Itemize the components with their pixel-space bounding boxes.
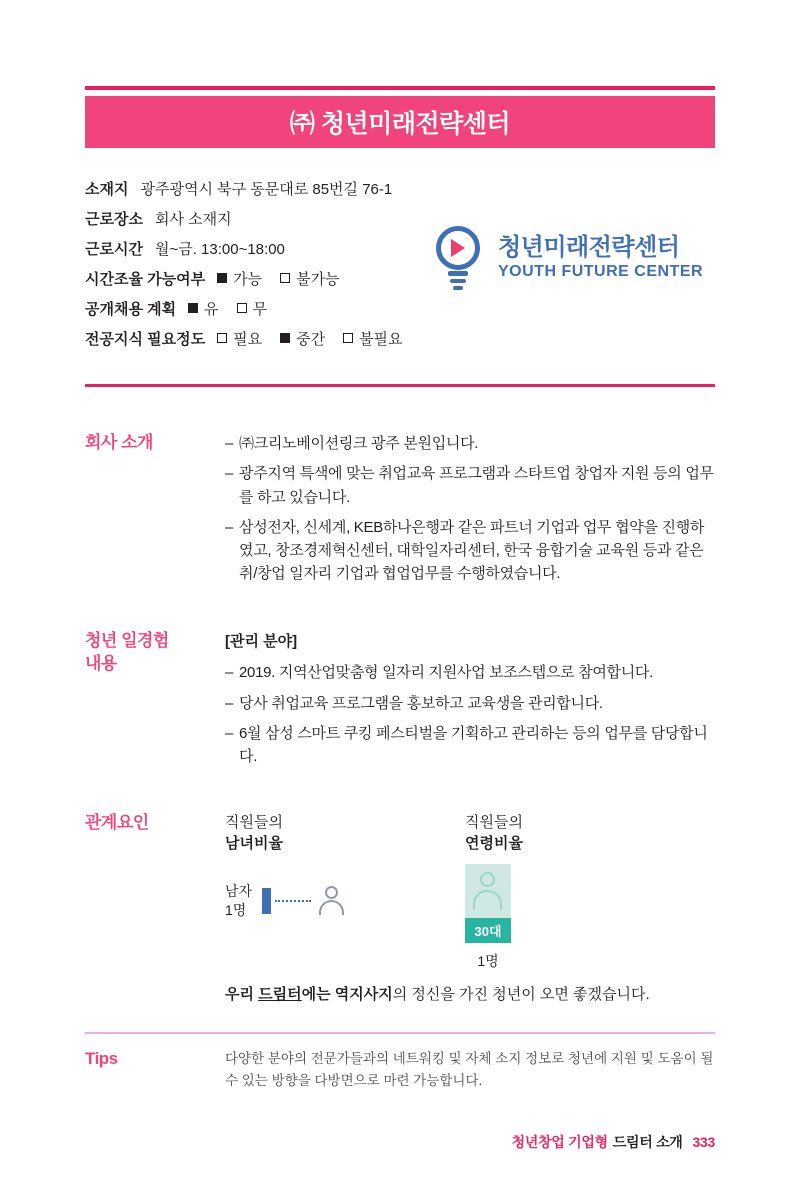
list-item	[225, 722, 715, 769]
section-title-experience	[85, 630, 205, 676]
bulb-base-icon	[448, 271, 468, 276]
info-label-major-need: 전공지식 필요정도	[85, 331, 206, 348]
info-row	[85, 178, 515, 199]
section-body-company	[225, 432, 715, 586]
checkbox-icon	[217, 333, 227, 343]
checkbox-public-hiring-yes[interactable]	[188, 298, 219, 319]
age-count: 1명	[477, 953, 499, 969]
wish-statement	[225, 983, 715, 1004]
checkbox-major-need-not-required[interactable]	[343, 328, 402, 349]
age-caption-line2: 연령비율	[465, 835, 523, 852]
dotted-connector	[275, 900, 311, 902]
checkbox-label: 불가능	[296, 271, 340, 288]
gender-ratio-block	[225, 812, 347, 920]
checkbox-label: 무	[252, 301, 268, 318]
info-value-hours: 월~금. 13:00~18:00	[154, 241, 285, 258]
checkbox-public-hiring-no[interactable]	[237, 298, 268, 319]
section-body-tips: 다양한 분야의 전문가들과의 네트워킹 및 자체 소지 정보로 청년에 지원 및 도움이 될 수 있는 방향을 다방면으로 마련 가능합니다.	[225, 1051, 714, 1088]
list-item	[225, 432, 715, 455]
checkbox-major-need-medium[interactable]	[280, 328, 325, 349]
footer-brand: 청년창업 기업형	[511, 1134, 608, 1150]
list-item-text: 당사 취업교육 프로그램을 홍보하고 교육생을 관리합니다.	[239, 694, 603, 712]
checkbox-label: 가능	[233, 271, 263, 288]
section-divider-rule	[85, 384, 715, 387]
section-youth-experience	[85, 630, 715, 775]
logo-korean-name: 청년미래전략센터	[498, 234, 680, 262]
list-item-text: 삼성전자, 신세계, KEB하나은행과 같은 파트너 기업과 업무 협약을 진행하였고, 창조경제혁신센터, 대학일자리센터, 한국 융합기술 교육원 등과 같은 취/창업 일자리 기업과 협업업무를 수행하였습니다.	[239, 518, 705, 583]
bullet-dash-icon: –	[225, 724, 234, 742]
list-item-text: 6월 삼성 스마트 쿠킹 페스티벌을 기획하고 관리하는 등의 업무를 담당합니다.	[239, 724, 708, 765]
bullet-dash-icon: –	[225, 518, 234, 536]
info-label-hours: 근로시간	[85, 241, 143, 258]
lightbulb-play-icon	[430, 226, 488, 292]
list-item	[225, 462, 715, 509]
checkbox-label: 유	[204, 301, 219, 318]
wish-prefix: 우리	[225, 986, 259, 1003]
wish-underlined: 드림터	[258, 986, 302, 1003]
page-footer	[512, 1132, 715, 1152]
info-row-public-hiring	[85, 298, 515, 319]
info-label-location: 소재지	[85, 181, 129, 198]
section-title-people: 관계요인	[85, 813, 149, 832]
section-tips	[85, 1048, 715, 1091]
gender-caption	[225, 812, 347, 854]
section-people-factors	[85, 812, 715, 1004]
bulb-base-icon	[453, 286, 463, 290]
checkbox-icon	[280, 273, 290, 283]
company-title: ㈜ 청년미래전략센터	[289, 110, 511, 138]
people-stats	[225, 812, 715, 977]
age-person-icon	[465, 864, 511, 918]
person-head-icon	[325, 886, 338, 899]
age-ratio-block	[465, 812, 523, 971]
checkbox-icon	[343, 333, 353, 343]
bullet-dash-icon: –	[225, 465, 234, 483]
list-item	[225, 692, 715, 715]
info-label-public-hiring: 공개채용 계획	[85, 301, 177, 318]
gender-caption-line1: 직원들의	[225, 814, 283, 831]
checkbox-icon	[217, 273, 227, 283]
bullet-dash-icon: –	[225, 435, 234, 452]
company-logo	[430, 226, 703, 292]
gender-caption-line2: 남녀비율	[225, 835, 283, 852]
list-item-text: ㈜크리노베이션링크 광주 본원입니다.	[239, 435, 479, 452]
person-body-icon	[319, 900, 344, 915]
company-title-bar	[85, 96, 715, 148]
info-label-time-adjust: 시간조율 가능여부	[85, 271, 206, 288]
checkbox-label: 필요	[233, 331, 263, 348]
bulb-base-icon	[450, 279, 466, 283]
section-title-line2: 내용	[85, 653, 117, 673]
checkbox-label: 불필요	[359, 331, 403, 348]
info-label-workplace: 근로장소	[85, 211, 143, 228]
gender-male-label	[225, 882, 252, 920]
section-title-company: 회사 소개	[85, 433, 153, 452]
play-triangle-icon	[451, 239, 465, 257]
tips-divider-rule	[85, 1032, 715, 1034]
gender-male-count: 1명	[225, 901, 247, 918]
checkbox-icon	[280, 333, 290, 343]
checkbox-label: 중간	[296, 331, 326, 348]
logo-english-name: YOUTH FUTURE CENTER	[498, 262, 704, 280]
wish-suffix: 의 정신을 가진 청년이 오면 좋겠습니다.	[392, 986, 650, 1003]
experience-subheading: [관리 분야]	[225, 633, 298, 650]
person-body-icon	[473, 890, 502, 910]
wish-middle: 에는	[301, 986, 335, 1003]
info-value-location: 광주광역시 북구 동문대로 85번길 76-1	[140, 181, 393, 198]
section-body-experience	[225, 630, 715, 768]
age-caption-line1: 직원들의	[465, 814, 523, 831]
age-badge: 30대	[465, 918, 511, 943]
header-top-rule	[85, 86, 715, 90]
section-title-line1: 청년 일경험	[85, 631, 169, 650]
list-item-text: 2019. 지역산업맞춤형 일자리 지원사업 보조스텝으로 참여합니다.	[239, 664, 653, 682]
age-chart	[465, 864, 511, 971]
gender-male-text: 남자	[225, 883, 253, 899]
logo-text	[498, 235, 703, 282]
page-number: 333	[692, 1134, 715, 1150]
gender-chart	[225, 882, 347, 920]
checkbox-icon	[188, 303, 198, 313]
section-title-tips: Tips	[85, 1049, 118, 1068]
info-row-major-need	[85, 328, 515, 349]
info-value-workplace: 회사 소재지	[154, 211, 232, 228]
list-item	[225, 661, 715, 684]
section-company-intro	[85, 432, 715, 593]
age-caption	[465, 812, 523, 854]
footer-label: 드림터 소개	[612, 1134, 683, 1150]
bullet-dash-icon: –	[225, 694, 234, 712]
person-head-icon	[480, 872, 495, 887]
checkbox-major-need-required[interactable]	[217, 328, 262, 349]
checkbox-time-adjust-yes[interactable]	[217, 268, 262, 289]
list-item-text: 광주지역 특색에 맞는 취업교육 프로그램과 스타트업 창업자 지원 등의 업무를 하고 있습니다.	[239, 465, 714, 506]
person-icon	[317, 884, 347, 918]
bullet-dash-icon: –	[225, 664, 234, 682]
wish-highlight: 역지사지	[334, 986, 393, 1003]
checkbox-icon	[237, 303, 247, 313]
list-item	[225, 516, 715, 586]
checkbox-time-adjust-no[interactable]	[280, 268, 339, 289]
male-bar	[262, 888, 271, 914]
